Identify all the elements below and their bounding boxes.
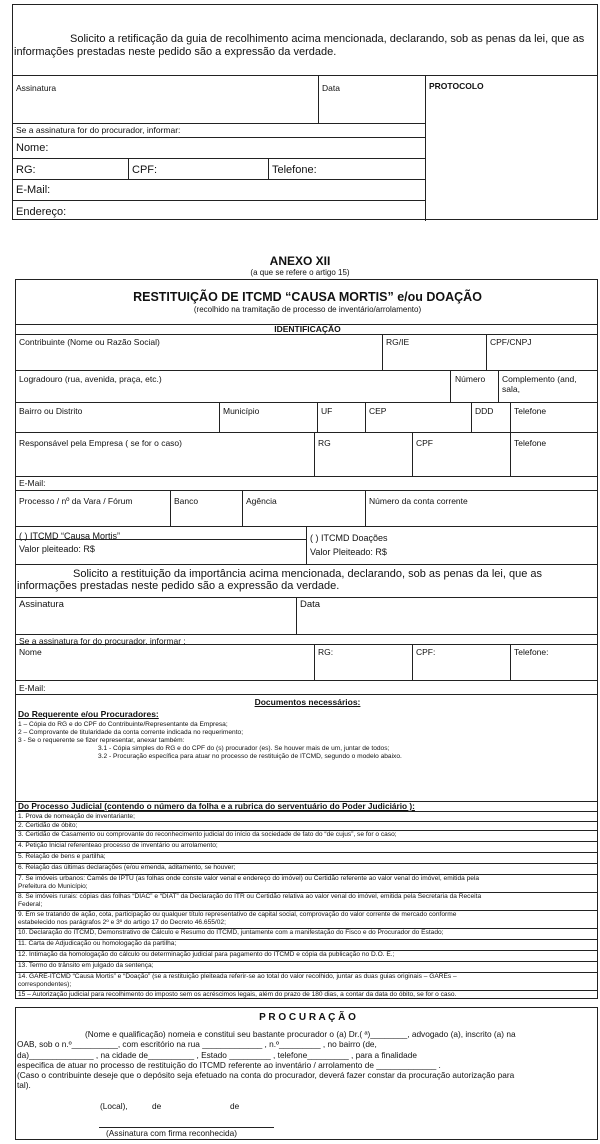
restitution-proxy-instruction: Se a assinatura for do procurador, informar :	[19, 636, 186, 646]
state-label: UF	[321, 406, 333, 416]
proxy-name-label: Nome:	[16, 142, 49, 154]
list-item: 1. Prova de nomeação de inventariante;	[18, 813, 135, 820]
requester-title: Do Requerente e/ou Procuradores:	[18, 709, 159, 719]
restitution-proxy-cpf-label: CPF:	[416, 647, 436, 657]
list-item: 13. Termo do trânsito em julgado da sentença;	[18, 962, 154, 969]
table-row	[18, 893, 596, 909]
restitution-declaration: Solicito a restituição da importância acima mencionada, declarando, sob as penas da lei, que as informações prestadas neste pedido são a expressão da verdade.	[17, 568, 542, 592]
responsible-label: Responsável pela Empresa ( se for o caso)	[19, 438, 182, 448]
signature-label: Assinatura	[16, 83, 57, 93]
proxy-cpf-label: CPF:	[132, 164, 158, 176]
table-row	[18, 831, 596, 839]
agency-label: Agência	[246, 496, 277, 506]
responsible-cpf-label: CPF	[416, 438, 433, 448]
causa-mortis-option[interactable]: ( ) ITCMD “Causa Mortis”	[19, 531, 120, 541]
email-label: E-Mail:	[19, 478, 46, 488]
table-row	[18, 973, 596, 989]
city-label: Município	[223, 406, 260, 416]
poa-signature: (Assinatura com firma reconhecida)	[106, 1128, 237, 1138]
power-of-attorney	[15, 1007, 598, 1140]
poa-title: P R O C U R A Ç Ã O	[259, 1012, 356, 1023]
table-row	[18, 813, 596, 821]
responsible-phone-label: Telefone	[514, 438, 547, 448]
list-item: 12. Intimação da homologação do cálculo ou determinação judicial para pagamento do ITCMD e cópia da publicação no D.O. E.;	[18, 951, 395, 958]
list-item: correspondentes);	[18, 981, 72, 988]
number-label: Número	[455, 374, 486, 384]
complement-label: Complemento (and, sala,	[502, 374, 577, 394]
list-item: 4. Petição Inicial referenteao processo de inventário ou arrolamento;	[18, 842, 218, 849]
claimed-value-1: Valor pleiteado: R$	[19, 544, 95, 554]
list-item: 11. Carta de Adjudicação ou homologação da partilha;	[18, 940, 177, 947]
restitution-proxy-email-label: E-Mail:	[19, 683, 46, 693]
list-item: Prefeitura do Município;	[18, 883, 88, 890]
poa-line: especifica de atuar no processo de restituição do ITCMD referente ao inventário / arrolamento de _____________ .	[17, 1059, 441, 1070]
table-row	[18, 911, 596, 927]
ddd-label: DDD	[475, 406, 494, 416]
list-item: 3. Certidão de Casamento ou comprovante do reconhecimento judicial do início da sociedade de fato do “de cujus”, se for o caso;	[18, 831, 397, 838]
restitution-date-label: Data	[300, 599, 321, 610]
list-item: 10. Declaração do ITCMD, Demonstrativo de Cálculo e Resumo do ITCMD, juntamente com a manifestação do Fisco e do Procurador do Estado;	[18, 929, 444, 936]
restitution-proxy-name-label: Nome	[19, 647, 42, 657]
proxy-instruction: Se a assinatura for do procurador, informar:	[16, 125, 181, 135]
list-item: 8. Se imóveis rurais: cópias das folhas “DIAC” e “DIAT” da Declaração do ITR ou Certidão relativa ao valor venal do imóvel, emitida pela Secretaria da Receita	[18, 893, 482, 900]
rgie-label: RG/IE	[386, 337, 410, 347]
identification-header: IDENTIFICAÇÃO	[274, 324, 341, 334]
list-item: 3.2 - Procuração específica para atuar no processo de restituição de ITCMD, segundo o modelo abaixo.	[98, 753, 402, 760]
taxpayer-label: Contribuinte (Nome ou Razão Social)	[19, 337, 160, 347]
proxy-rg-label: RG:	[16, 164, 36, 176]
cpfcnpj-label: CPF/CNPJ	[490, 337, 532, 347]
table-row	[18, 991, 596, 999]
list-item: 7. Se imóveis urbanos: Camês de IPTU (as folhas onde conste valor venal e endereço do imóvel) ou Certidão referente ao valor venal do imóvel, emitida pela	[18, 875, 480, 882]
claimed-value-2: Valor Pleiteado: R$	[310, 547, 387, 557]
poa-line: tal).	[17, 1080, 31, 1091]
annex-title: ANEXO XII	[269, 254, 331, 268]
restitution-subtitle: (recolhido na tramitação de processo de inventário/arrolamento)	[193, 305, 422, 314]
list-item: Federal;	[18, 901, 43, 908]
restitution-form	[15, 279, 598, 999]
requester-list	[18, 721, 596, 761]
table-row	[18, 951, 596, 959]
restitution-title: RESTITUIÇÃO DE ITCMD “CAUSA MORTIS” e/ou DOAÇÃO	[133, 290, 482, 304]
documents-title: Documentos necessários:	[254, 697, 361, 707]
list-item: 5. Relação de bens e partilha;	[18, 853, 106, 860]
table-row	[18, 875, 596, 891]
donation-option[interactable]: ( ) ITCMD Doações	[310, 533, 388, 543]
date-label: Data	[322, 83, 340, 93]
poa-de-1: de	[152, 1101, 162, 1111]
list-item: estabelecido nos parágrafos 2º e 3º do artigo 17 do Decreto 46.655/02;	[18, 919, 226, 926]
rectification-declaration: Solicito a retificação da guia de recolhimento acima mencionada, declarando, sob as penas da lei, que as informações prestadas neste pedido são a expressão da verdade.	[14, 33, 585, 58]
poa-text	[17, 1029, 597, 1091]
street-label: Logradouro (rua, avenida, praça, etc.)	[19, 374, 162, 384]
restitution-proxy-rg-label: RG:	[318, 647, 334, 657]
judicial-title: Do Processo Judicial (contendo o número da folha e a rubrica do serventuário do Poder Judiciário ):	[18, 801, 415, 811]
account-label: Número da conta corrente	[369, 496, 468, 506]
rectification-form	[12, 4, 598, 220]
list-item: 3 - Se o requerente se fizer representar, anexar também:	[18, 737, 185, 744]
list-item: 3.1 - Cópia simples do RG e do CPF do (s) procurador (es). Se houver mais de um, juntar de todos;	[98, 745, 390, 752]
bank-label: Banco	[174, 496, 199, 506]
poa-de-2: de	[230, 1101, 240, 1111]
restitution-signature-label: Assinatura	[19, 599, 64, 610]
proxy-phone-label: Telefone:	[272, 164, 317, 176]
poa-line: OAB, sob o n.º__________, com escritório na rua _____________ , n.º_________ , no bairro (de,	[17, 1039, 377, 1050]
district-label: Bairro ou Distrito	[19, 406, 83, 416]
table-row	[18, 929, 596, 937]
list-item: 14. GARE-ITCMD “Causa Mortis” e “Doação” (se a restituição pleiteada referir-se ao total do valor recolhido, juntar as duas guias originais – GAREs –	[18, 973, 457, 980]
list-item: 9. Em se tratando de ação, cota, participação ou qualquer título representativo de capital social, comprovação do valor corrente de mercado conforme	[18, 911, 457, 918]
table-row	[18, 842, 596, 850]
table-row	[18, 853, 596, 861]
table-row	[18, 864, 596, 872]
restitution-proxy-phone-label: Telefone:	[514, 647, 549, 657]
list-item: 15 – Autorização judicial para recolhimento do imposto sem os acréscimos legais, além do prazo de 180 dias, a contar da data do óbito, se for o caso.	[18, 991, 457, 998]
annex-subtitle: (a que se refere o artigo 15)	[250, 268, 350, 277]
list-item: 1 – Cópia do RG e do CPF do Contribuinte/Representante da Empresa;	[18, 721, 228, 728]
poa-local: (Local),	[100, 1101, 128, 1111]
table-row	[18, 822, 596, 830]
poa-line: (Caso o contribuinte deseje que o depósito seja efetuado na conta do procurador, deverá fazer constar da procuração autorização para	[17, 1070, 515, 1081]
table-row	[18, 940, 596, 948]
phone-label: Telefone	[514, 406, 547, 416]
list-item: 2 – Comprovante de titularidade da conta corrente indicada no requerimento;	[18, 729, 244, 736]
table-row	[18, 962, 596, 970]
list-item: 6. Relação das últimas declarações (e/ou emenda, aditamento, se houver;	[18, 864, 236, 871]
protocol-label: PROTOCOLO	[429, 81, 484, 91]
zip-label: CEP	[369, 406, 387, 416]
proxy-email-label: E-Mail:	[16, 184, 51, 196]
process-label: Processo / nº da Vara / Fórum	[19, 496, 133, 506]
proxy-address-label: Endereço:	[16, 206, 67, 218]
list-item: 2. Certidão de óbito;	[18, 822, 78, 829]
poa-line: (Nome e qualificação) nomeia e constitui seu bastante procurador o (a) Dr.( ª)________, advogado (a), inscrito (a) na	[85, 1029, 516, 1039]
poa-line: da)______________ , na cidade de__________ , Estado _________ , telefone_________ , para a finalidade	[17, 1049, 417, 1060]
responsible-rg-label: RG	[318, 438, 331, 448]
